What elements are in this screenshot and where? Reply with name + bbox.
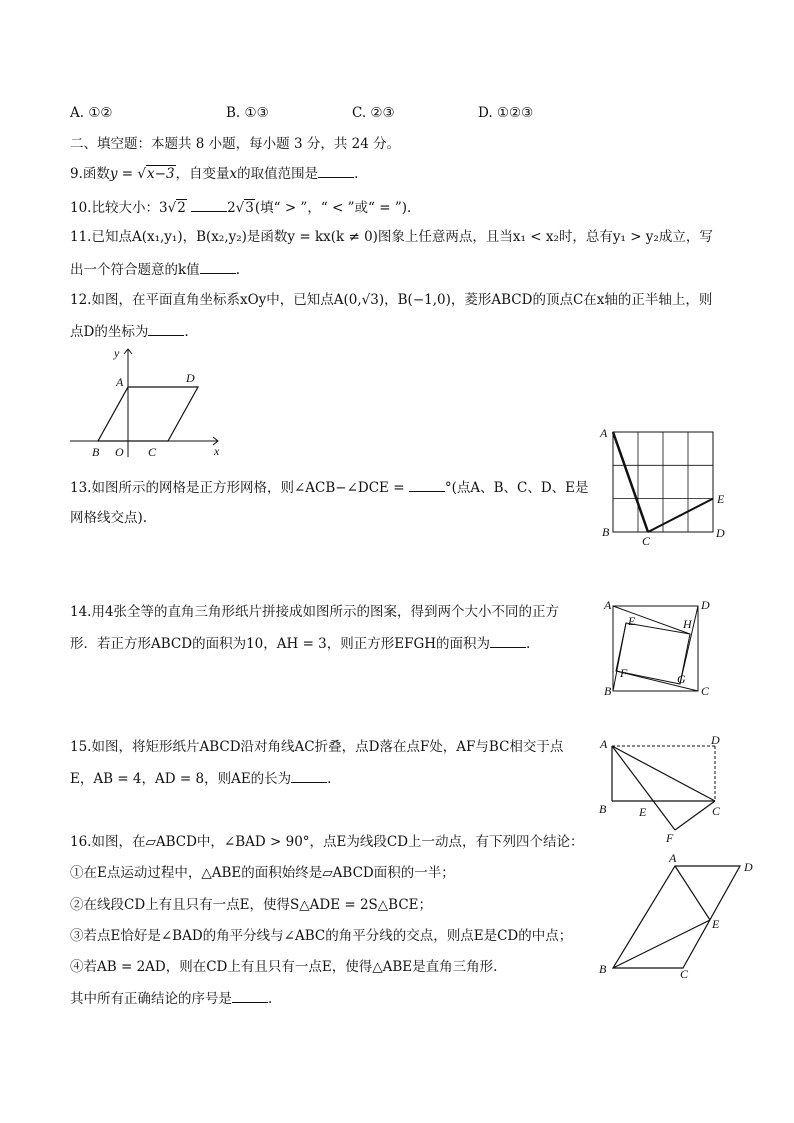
- diagonal-ac: [612, 746, 715, 801]
- q11-line2-text: 出一个符合题意的k值: [70, 262, 200, 278]
- label-d: D: [711, 733, 720, 747]
- question-14-line2: [70, 634, 530, 653]
- question-12-line2: [70, 322, 189, 341]
- q13-pre: 13.如图所示的网格是正方形网格，则∠ACB−∠DCE =: [70, 480, 409, 496]
- q16-end: .: [268, 991, 273, 1007]
- q15-end: .: [327, 771, 332, 787]
- option-c: C. ②③: [352, 105, 395, 121]
- q14-end: .: [526, 636, 531, 652]
- label-b: B: [604, 684, 612, 698]
- label-c: C: [712, 804, 721, 818]
- q11-end: .: [235, 262, 240, 278]
- question-9: 9.函数y = √x−3，自变量x的取值范围是 .: [70, 166, 359, 182]
- line-be: [613, 623, 626, 691]
- option-d: D. ①②③: [478, 105, 534, 121]
- q10-pre: 比较大小：3: [91, 200, 168, 216]
- option-b: B. ①③: [226, 105, 269, 121]
- question-13-line1: [70, 478, 589, 497]
- q9-pre: 函数: [82, 166, 110, 182]
- q14-figure: [598, 596, 718, 701]
- label-x: x: [214, 444, 220, 458]
- q10-mid: 2: [227, 200, 236, 216]
- label-c: C: [701, 684, 710, 698]
- q13-figure: [598, 422, 728, 547]
- question-15-line2: [70, 769, 331, 788]
- q16-last-text: 其中所有正确结论的序号是: [70, 991, 232, 1007]
- question-11-line1: 11.已知点A(x₁,y₁)，B(x₂,y₂)是函数y = kx(k ≠ 0)图象上任意两点，且当x₁ < x₂时，总有y₁ > y₂成立，写: [70, 229, 713, 245]
- question-11-line2: [70, 260, 240, 279]
- q13-post: °(点A、B、C、D、E是: [444, 480, 589, 496]
- segment-ae: [675, 866, 710, 920]
- question-15-line1: 15.如图，将矩形纸片ABCD沿对角线AC折叠，点D落在点F处，AF与BC相交于点: [70, 739, 564, 755]
- q13-answer-blank[interactable]: [409, 478, 445, 492]
- label-e: E: [628, 614, 636, 628]
- q16-conclusion-2: ②在线段CD上有且只有一点E，使得S△ADE = 2S△BCE；: [70, 897, 433, 913]
- q9-post: ，自变量: [175, 166, 230, 182]
- label-d: D: [744, 860, 753, 874]
- label-a: A: [600, 426, 608, 440]
- label-b: B: [602, 525, 610, 539]
- q12-line2-text: 点D的坐标为: [70, 324, 149, 340]
- q9-func: y =: [109, 166, 138, 182]
- label-e: E: [712, 917, 720, 931]
- label-a: A: [116, 375, 124, 389]
- section-title: 二、填空题：本题共 8 小题，每小题 3 分，共 24 分。: [70, 136, 401, 152]
- label-a: A: [604, 598, 612, 612]
- q14-line2-text: 形．若正方形ABCD的面积为10，AH = 3，则正方形EFGH的面积为: [70, 636, 491, 652]
- q10-post: (填“ > ”，“ < ”或“ = ”).: [254, 200, 412, 216]
- q16-conclusion-1: ①在E点运动过程中，△ABE的面积始终是▱ABCD面积的一半；: [70, 865, 455, 881]
- q16-conclusion-4: ④若AB = 2AD，则在CD上有且只有一点E，使得△ABE是直角三角形.: [70, 959, 498, 975]
- q12-answer-blank[interactable]: [148, 322, 184, 336]
- q16-figure: [595, 850, 765, 980]
- q10-rad2: 3: [245, 200, 254, 216]
- q12-end: .: [184, 324, 189, 340]
- label-c: C: [642, 534, 651, 548]
- label-c: C: [680, 967, 689, 981]
- question-16-line1: 16.如图，在▱ABCD中，∠BAD > 90°，点E为线段CD上一动点，有下列四个结论：: [70, 834, 584, 850]
- q9-num: 9.: [70, 166, 83, 182]
- q12-figure: [70, 345, 230, 460]
- label-a: A: [600, 737, 608, 751]
- label-o: O: [115, 445, 124, 459]
- q15-line2-text: E，AB = 4，AD = 8，则AE的长为: [70, 771, 292, 787]
- q9-end: .: [354, 166, 359, 182]
- label-c: C: [148, 445, 157, 459]
- segment-ce: [648, 499, 713, 532]
- label-d: D: [186, 371, 195, 385]
- q16-answer-blank[interactable]: [232, 989, 268, 1003]
- label-b: B: [599, 802, 607, 816]
- line-cf: [616, 671, 698, 691]
- q10-answer-blank[interactable]: [191, 198, 227, 212]
- segment-ac: [613, 432, 648, 532]
- option-a: A. ①②: [70, 105, 113, 121]
- parallelogram-abcd: [613, 866, 740, 968]
- question-10: 10.比较大小：3√2 2√3(填“ > ”，“ < ”或“ = ”).: [70, 200, 412, 216]
- label-b: B: [92, 445, 100, 459]
- q9-tail: 的取值范围是: [237, 166, 319, 182]
- q14-answer-blank[interactable]: [490, 634, 526, 648]
- question-13-line2: 网格线交点).: [70, 510, 148, 526]
- label-a: A: [669, 851, 677, 865]
- q9-answer-blank[interactable]: [318, 164, 354, 178]
- question-14-line1: 14.用4张全等的直角三角形纸片拼接成如图所示的图案，得到两个大小不同的正方: [70, 604, 560, 620]
- q9-var: x: [229, 166, 238, 182]
- rhombus-abcd: [98, 387, 198, 441]
- label-b: B: [599, 962, 607, 976]
- q15-figure: [595, 733, 730, 845]
- q11-answer-blank[interactable]: [200, 260, 236, 274]
- q10-rad1: 2: [177, 200, 186, 216]
- q15-answer-blank[interactable]: [291, 769, 327, 783]
- question-12-line1: 12.如图，在平面直角坐标系xOy中，已知点A(0,√3)，B(−1,0)，菱形ABCD的顶点C在x轴的正半轴上，则: [70, 292, 713, 308]
- label-f: F: [620, 666, 628, 680]
- q16-conclusion-3: ③若点E恰好是∠BAD的角平分线与∠ABC的角平分线的交点，则点E是CD的中点；: [70, 928, 573, 944]
- question-16-last: [70, 989, 272, 1008]
- segment-fc: [675, 801, 715, 830]
- label-y: y: [114, 346, 120, 360]
- q9-radicand: x−3: [147, 166, 175, 182]
- label-g: G: [677, 672, 686, 686]
- label-h: H: [683, 617, 692, 631]
- q10-num: 10.: [70, 200, 92, 216]
- label-d: D: [716, 526, 725, 540]
- label-d: D: [701, 598, 710, 612]
- label-e: E: [639, 805, 647, 819]
- label-e: E: [717, 492, 725, 506]
- label-f: F: [666, 831, 674, 845]
